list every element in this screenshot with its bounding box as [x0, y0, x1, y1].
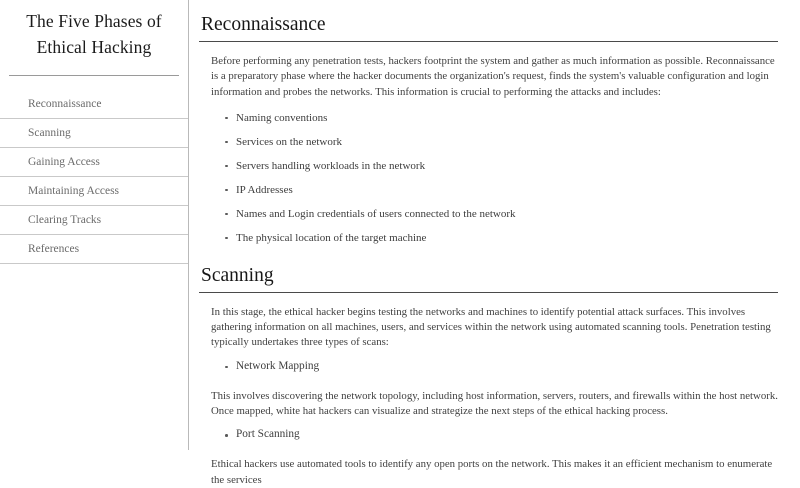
- sidebar-item-references[interactable]: References: [0, 235, 188, 264]
- list-item: Servers handling workloads in the network: [199, 154, 778, 178]
- scanning-network-mapping-paragraph: This involves discovering the network topology, including host information, servers, routers, and firewalls within the host network. Once mapped, white hat hackers can visualize and strategize the next steps of the ethical hacking process.: [211, 389, 778, 418]
- list-item: Naming conventions: [199, 106, 778, 130]
- section-reconnaissance: [199, 0, 778, 250]
- sidebar-nav: [0, 90, 188, 264]
- list-item: IP Addresses: [199, 178, 778, 202]
- reconnaissance-bullet-list: [199, 100, 778, 250]
- list-item: The physical location of the target machine: [199, 226, 778, 250]
- scanning-bullet-port-scanning: [199, 419, 778, 445]
- list-item: Services on the network: [199, 130, 778, 154]
- section-paragraph-scanning: In this stage, the ethical hacker begins testing the networks and machines to identify potential attack surfaces. This involves gathering information on all machines, users, and services within the network using automated scanning tools. Penetration testing typically undertakes three types of scans:: [211, 305, 771, 349]
- sidebar-title-divider: [9, 75, 179, 76]
- scanning-bullet-network-mapping: [199, 351, 778, 377]
- section-heading-scanning: Scanning: [199, 250, 778, 293]
- sidebar: [0, 0, 189, 450]
- scanning-port-scanning-paragraph: Ethical hackers use automated tools to identify any open ports on the network. This makes it an efficient mechanism to enumerate the services: [211, 458, 773, 486]
- list-item: Port Scanning: [199, 423, 778, 445]
- sidebar-item-maintaining-access[interactable]: Maintaining Access: [0, 177, 188, 206]
- sidebar-title-line-2: Ethical Hacking: [36, 37, 152, 57]
- sidebar-title: [0, 0, 188, 60]
- sidebar-item-clearing-tracks[interactable]: Clearing Tracks: [0, 206, 188, 235]
- list-item: Names and Login credentials of users connected to the network: [199, 202, 778, 226]
- sidebar-item-scanning[interactable]: Scanning: [0, 119, 188, 148]
- section-scanning: [199, 250, 778, 488]
- sidebar-item-gaining-access[interactable]: Gaining Access: [0, 148, 188, 177]
- main-content: [189, 0, 800, 486]
- sidebar-title-line-1: The Five Phases of: [26, 11, 162, 31]
- section-paragraph-reconnaissance: Before performing any penetration tests, hackers footprint the system and gather as much information as possible. Reconnaissance is a preparatory phase where the hacker documents the organization's request, finds the system's valuable configuration and login information and probes the networks. This information is crucial to performing the attacks and includes:: [211, 55, 775, 98]
- section-heading-reconnaissance: Reconnaissance: [199, 0, 778, 42]
- sidebar-item-reconnaissance[interactable]: Reconnaissance: [0, 90, 188, 119]
- list-item: Network Mapping: [199, 355, 778, 377]
